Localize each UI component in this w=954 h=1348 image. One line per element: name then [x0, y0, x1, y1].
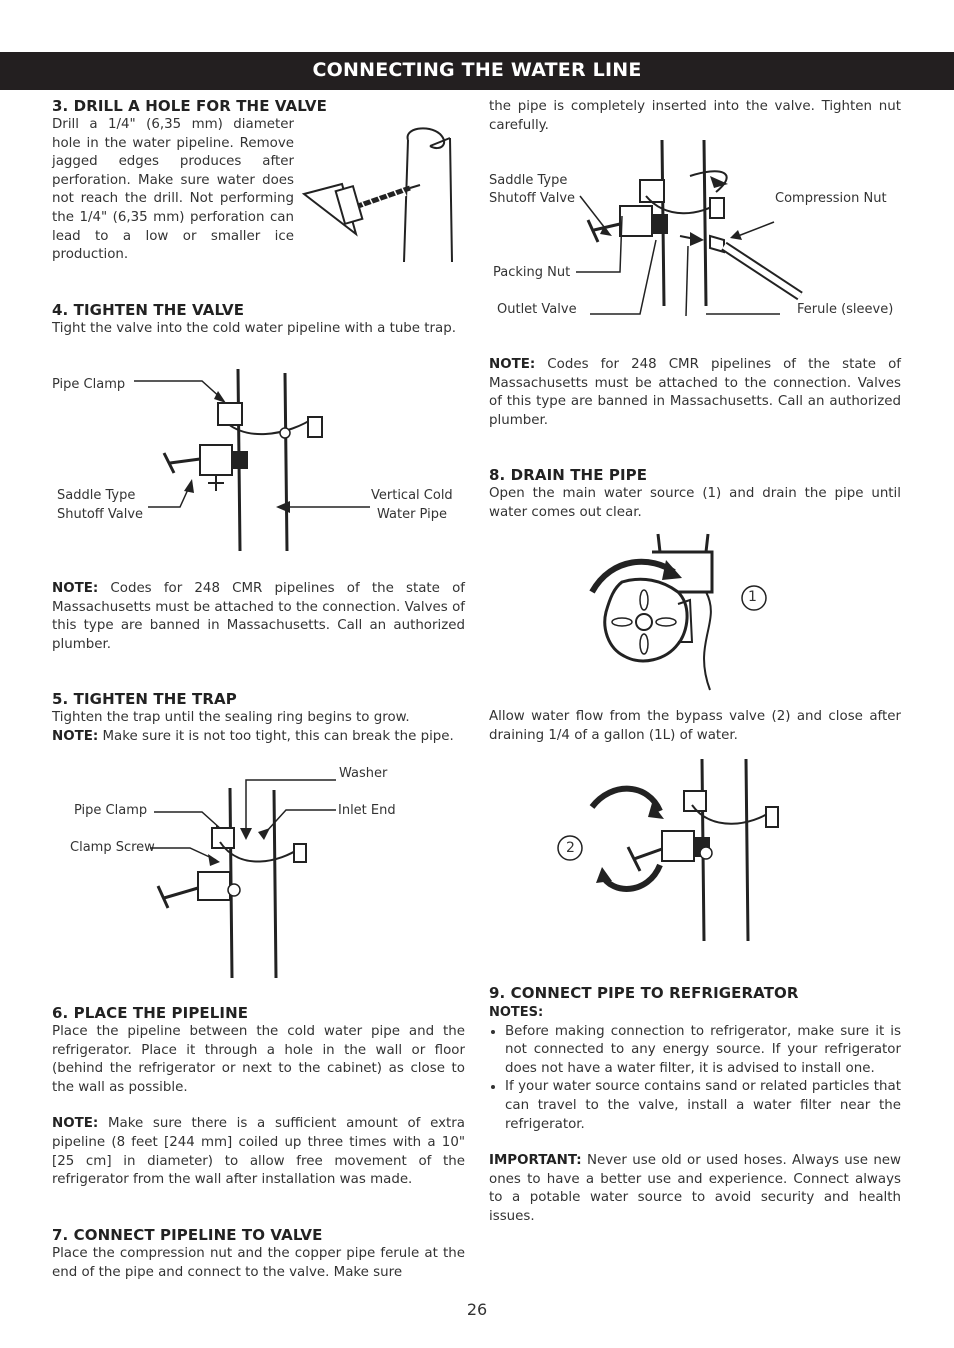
section-title: 5. TIGHTEN THE TRAP — [52, 690, 237, 708]
note-label: NOTE: — [52, 581, 99, 596]
section-drain-pipe — [489, 466, 901, 522]
important-text: Never use old or used hoses. Always use new ones to have a better use and experience. Connect always to a potable water source to avoid security and health issues. — [489, 1153, 902, 1224]
note-label: NOTE: — [52, 1116, 99, 1132]
list-item: • If your water source contains sand or related particles that can travel to the valve, install a water filter near the refrigerator. — [505, 1078, 901, 1134]
section-title: 4. TIGHTEN THE VALVE — [52, 301, 245, 319]
section-connect-pipeline-cont — [489, 98, 901, 135]
section-body-continued: the pipe is completely inserted into the valve. Tighten nut carefully. — [489, 99, 901, 133]
section-title: 8. DRAIN THE PIPE — [489, 466, 648, 484]
label-pipe-clamp-2: Pipe Clamp — [74, 803, 148, 818]
label-vertical-cold: Vertical Cold — [371, 488, 453, 503]
section-body: Place the pipeline between the cold water pipe and the refrigerator. Place it through a hole in the wall or floor (behind the refrigerator or next to the cabinet) as close to the wall as possible. — [52, 1024, 465, 1095]
label-water-pipe: Water Pipe — [377, 507, 447, 522]
section-body: Tight the valve into the cold water pipeline with a tube trap. — [52, 321, 457, 336]
trap-illustration — [150, 772, 350, 982]
section-title: 7. CONNECT PIPELINE TO VALVE — [52, 1226, 323, 1244]
label-ferule: Ferule (sleeve) — [797, 302, 894, 317]
pipeline-valve-illustration — [580, 136, 810, 316]
label-inlet-end: Inlet End — [338, 803, 396, 818]
section-title: 6. PLACE THE PIPELINE — [52, 1004, 249, 1022]
important-label: IMPORTANT: — [489, 1153, 582, 1169]
label-shutoff-valve-2: Shutoff Valve — [489, 191, 576, 206]
bypass-valve-text — [489, 708, 901, 745]
section-place-pipeline — [52, 1004, 465, 1190]
label-saddle-type: Saddle Type — [57, 488, 136, 503]
label-outlet-valve: Outlet Valve — [497, 302, 577, 317]
page-number: 26 — [466, 1300, 488, 1319]
valve-illustration — [130, 365, 380, 555]
section-title: 9. CONNECT PIPE TO REFRIGERATOR — [489, 984, 799, 1002]
section-body: Allow water flow from the bypass valve (2) and close after draining 1/4 of a gallon (1L) of water. — [489, 709, 901, 743]
section-connect-pipeline — [52, 1226, 465, 1282]
note-text: Make sure it is not too tight, this can break the pipe. — [102, 728, 454, 744]
callout-number-1: 1 — [748, 589, 757, 605]
section-banner: CONNECTING THE WATER LINE — [0, 52, 954, 90]
section-body: Drill a 1/4" (6,35 mm) diameter hole in the water pipeline. Remove jagged edges produces after perforation. Make sure water does not reach the drill. Not performing the 1/4" (6,35 mm) perforation can lead to a low or smaller ice production. — [52, 117, 294, 263]
label-packing-nut: Packing Nut — [493, 265, 571, 280]
note-label: NOTE: — [489, 357, 536, 372]
note-massachusetts-left — [52, 580, 465, 654]
section-body: Tighten the trap until the sealing ring begins to grow. — [52, 710, 410, 725]
label-clamp-screw: Clamp Screw — [70, 840, 155, 855]
note-label: NOTE: — [52, 728, 99, 744]
section-title: 3. DRILL A HOLE FOR THE VALVE — [52, 97, 327, 115]
note-text: Codes for 248 CMR pipelines of the state of Massachusetts must be attached to the connection. Valves of this type are banned in Massachusetts. Call an authorized plumber. — [52, 581, 465, 652]
callout-number-2: 2 — [566, 840, 575, 856]
label-shutoff-valve: Shutoff Valve — [57, 507, 144, 522]
section-tighten-valve — [52, 301, 465, 339]
note-text: Make sure there is a sufficient amount of extra pipeline (8 feet [244 mm] coiled up three times with a 10" [25 cm] in diameter) to allow free movement of the refrigerator from the wall after installation was made. — [52, 1116, 465, 1188]
note-massachusetts-right — [489, 356, 901, 430]
label-pipe-clamp: Pipe Clamp — [52, 377, 126, 392]
section-body: Open the main water source (1) and drain the pipe until water comes out clear. — [489, 486, 901, 520]
note-text: Codes for 248 CMR pipelines of the state of Massachusetts must be attached to the connection. Valves of this type are banned in Massachusetts. Call an authorized plumber. — [489, 357, 901, 428]
section-body: Place the compression nut and the copper pipe ferule at the end of the pipe and connect to the valve. Make sure — [52, 1246, 465, 1280]
section-connect-refrigerator — [489, 984, 901, 1227]
list-item: • Before making connection to refrigerator, make sure it is not connected to any energy source. If your refrigerator does not have a water filter, it is advised to install one. — [505, 1023, 901, 1079]
notes-label: NOTES: — [489, 1005, 544, 1020]
notes-list — [489, 1023, 901, 1135]
bypass-valve-illustration — [552, 755, 792, 945]
label-saddle-type-2: Saddle Type — [489, 173, 568, 188]
drill-illustration — [300, 122, 470, 262]
main-water-source-illustration — [582, 532, 782, 692]
section-tighten-trap — [52, 690, 465, 746]
label-compression-nut: Compression Nut — [775, 191, 887, 206]
label-washer: Washer — [339, 766, 388, 781]
